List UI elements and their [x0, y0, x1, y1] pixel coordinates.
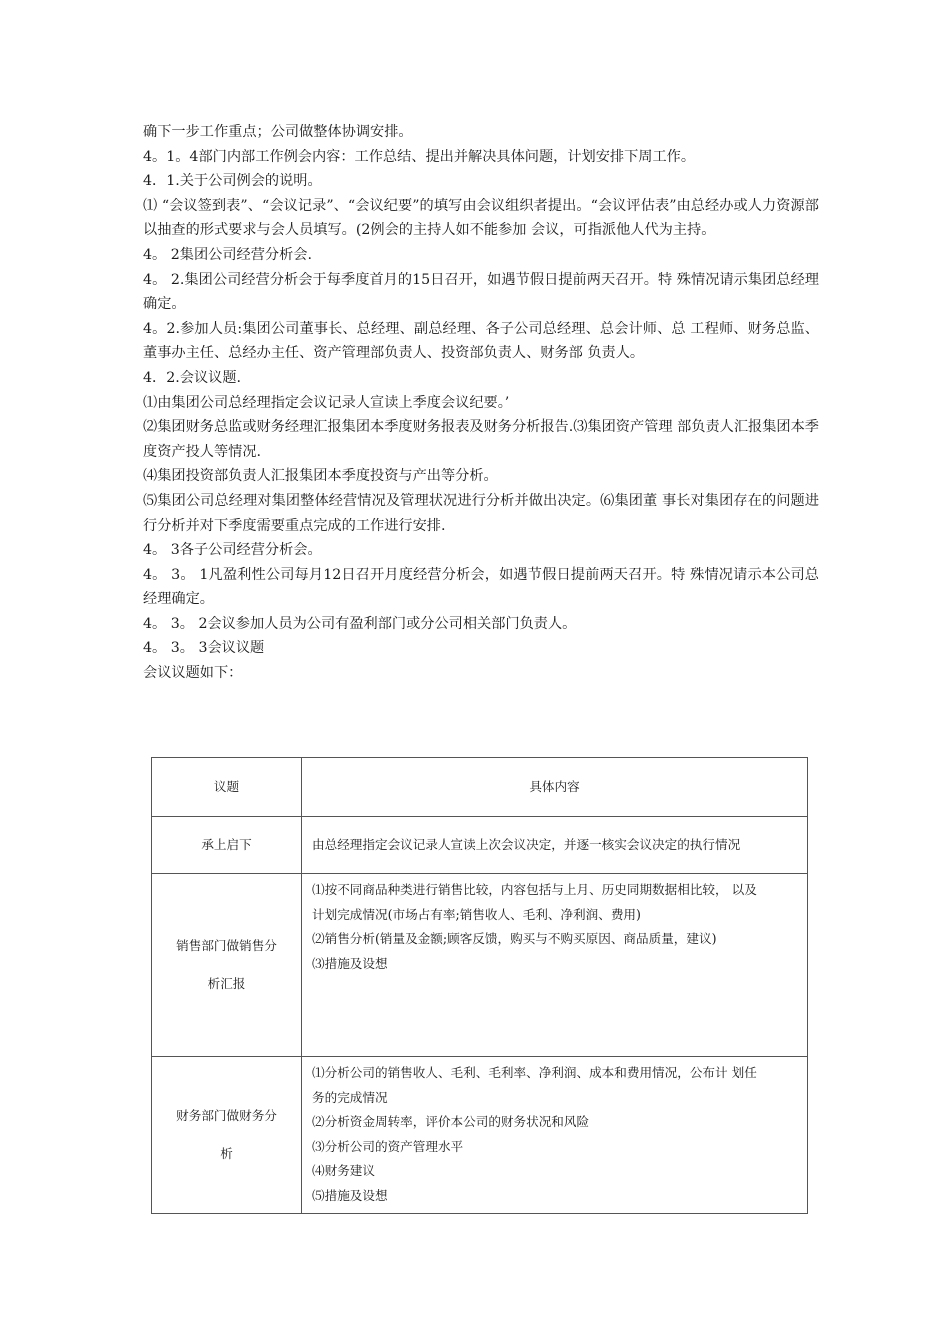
- paragraph: 4。 3。 3会议议题: [143, 640, 265, 657]
- topic-text: 承上启下: [201, 836, 252, 852]
- table-header-row: [152, 758, 808, 817]
- content-cell: [302, 817, 808, 874]
- paragraph: 4。 3。 1凡盈利性公司每月12日召开月度经营分析会，如遇节假日提前两天召开。特 殊情况请示本公司总经理确定。: [143, 566, 819, 608]
- content-text: ⑶措施及设想: [312, 955, 388, 971]
- content-text: ⑵分析资金周转率，评价本公司的财务状况和风险: [312, 1114, 590, 1130]
- paragraph: 确下一步工作重点；公司做整体协调安排。: [143, 124, 413, 140]
- paragraph: 4．2.会议议题.: [143, 369, 242, 386]
- paragraph: 4。 3。 2会议参加人员为公司有盈利部门或分公司相关部门负责人。: [143, 615, 577, 632]
- topic-cell: [152, 817, 302, 874]
- paragraph: ⑷集团投资部负责人汇报集团本季度投资与产出等分析。: [143, 468, 498, 485]
- section-heading: 4。 2集团公司经营分析会.: [143, 246, 312, 263]
- table-header-topic: 议题: [152, 758, 302, 817]
- topic-text: 析: [220, 1146, 233, 1161]
- document-body: [143, 120, 819, 686]
- topic-cell: [152, 874, 302, 1057]
- content-text: ⑵销售分析(销量及金额;顾客反馈，购买与不购买原因、商品质量，建议): [312, 931, 717, 947]
- table-row: [152, 817, 808, 874]
- content-cell: [302, 1057, 808, 1214]
- topic-text: 销售部门做销售分: [176, 938, 277, 953]
- paragraph: 4。2.参加人员:集团公司董事长、总经理、副总经理、各子公司总经理、总会计师、总 工程师、财务总监、董事办主任、总经办主任、资产管理部负责人、投资部负责人、财务部 负责人。: [143, 320, 819, 362]
- topic-text: 财务部门做财务分: [176, 1108, 277, 1123]
- content-text: ⑴分析公司的销售收人、毛利、毛利率、净利润、成本和费用情况，公布计 划任: [312, 1065, 757, 1080]
- table-row: [152, 1057, 808, 1214]
- content-text: ⑶分析公司的资产管理水平: [312, 1138, 464, 1154]
- paragraph: ⑴由集团公司总经理指定会议记录人宣读上季度会议纪要。’: [143, 394, 510, 411]
- content-cell: [302, 874, 808, 1057]
- paragraph: ⑴ “会议签到表”、“会议记录”、“会议纪要”的填写由会议组织者提出。“会议评估表”由总经办或人力资源部以抽查的形式要求与会人员填写。(2例会的主持人如不能参加 会议，可指派他人代为主持。: [143, 197, 819, 239]
- agenda-table: [151, 757, 808, 1214]
- paragraph: 会议议题如下：: [143, 665, 243, 682]
- section-heading: 4。 3各子公司经营分析会。: [143, 542, 322, 559]
- topic-cell: [152, 1057, 302, 1214]
- topic-text: 析汇报: [207, 976, 246, 991]
- content-text: 务的完成情况: [312, 1089, 388, 1105]
- table-row: [152, 874, 808, 1057]
- paragraph: ⑵集团财务总监或财务经理汇报集团本季度财务报表及财务分析报告.⑶集团资产管理 部负责人汇报集团本季度资产投人等情况.: [143, 419, 819, 460]
- content-text: ⑴按不同商品种类进行销售比较，内容包括与上月、历史同期数据相比较， 以及: [312, 882, 757, 897]
- paragraph: 4。 2.集团公司经营分析会于每季度首月的15日召开，如遇节假日提前两天召开。特 殊情况请示集团总经理确定。: [143, 271, 819, 313]
- paragraph: ⑸集团公司总经理对集团整体经营情况及管理状况进行分析并做出决定。⑹集团董 事长对集团存在的问题进行分析并对下季度需要重点完成的工作进行安排.: [143, 492, 819, 534]
- content-text: ⑸措施及设想: [312, 1187, 388, 1203]
- content-text: 计划完成情况(市场占有率;销售收人、毛利、净利润、费用): [312, 906, 641, 922]
- paragraph: 4．1.关于公司例会的说明。: [143, 173, 322, 190]
- content-text: ⑷财务建议: [312, 1163, 375, 1179]
- table-header-content: 具体内容: [302, 758, 808, 817]
- content-text: 由总经理指定会议记录人宣读上次会议决定，并逐一核实会议决定的执行情况: [312, 836, 741, 852]
- paragraph: 4。1。4部门内部工作例会内容：工作总结、提出并解决具体问题，计划安排下周工作。: [143, 148, 696, 165]
